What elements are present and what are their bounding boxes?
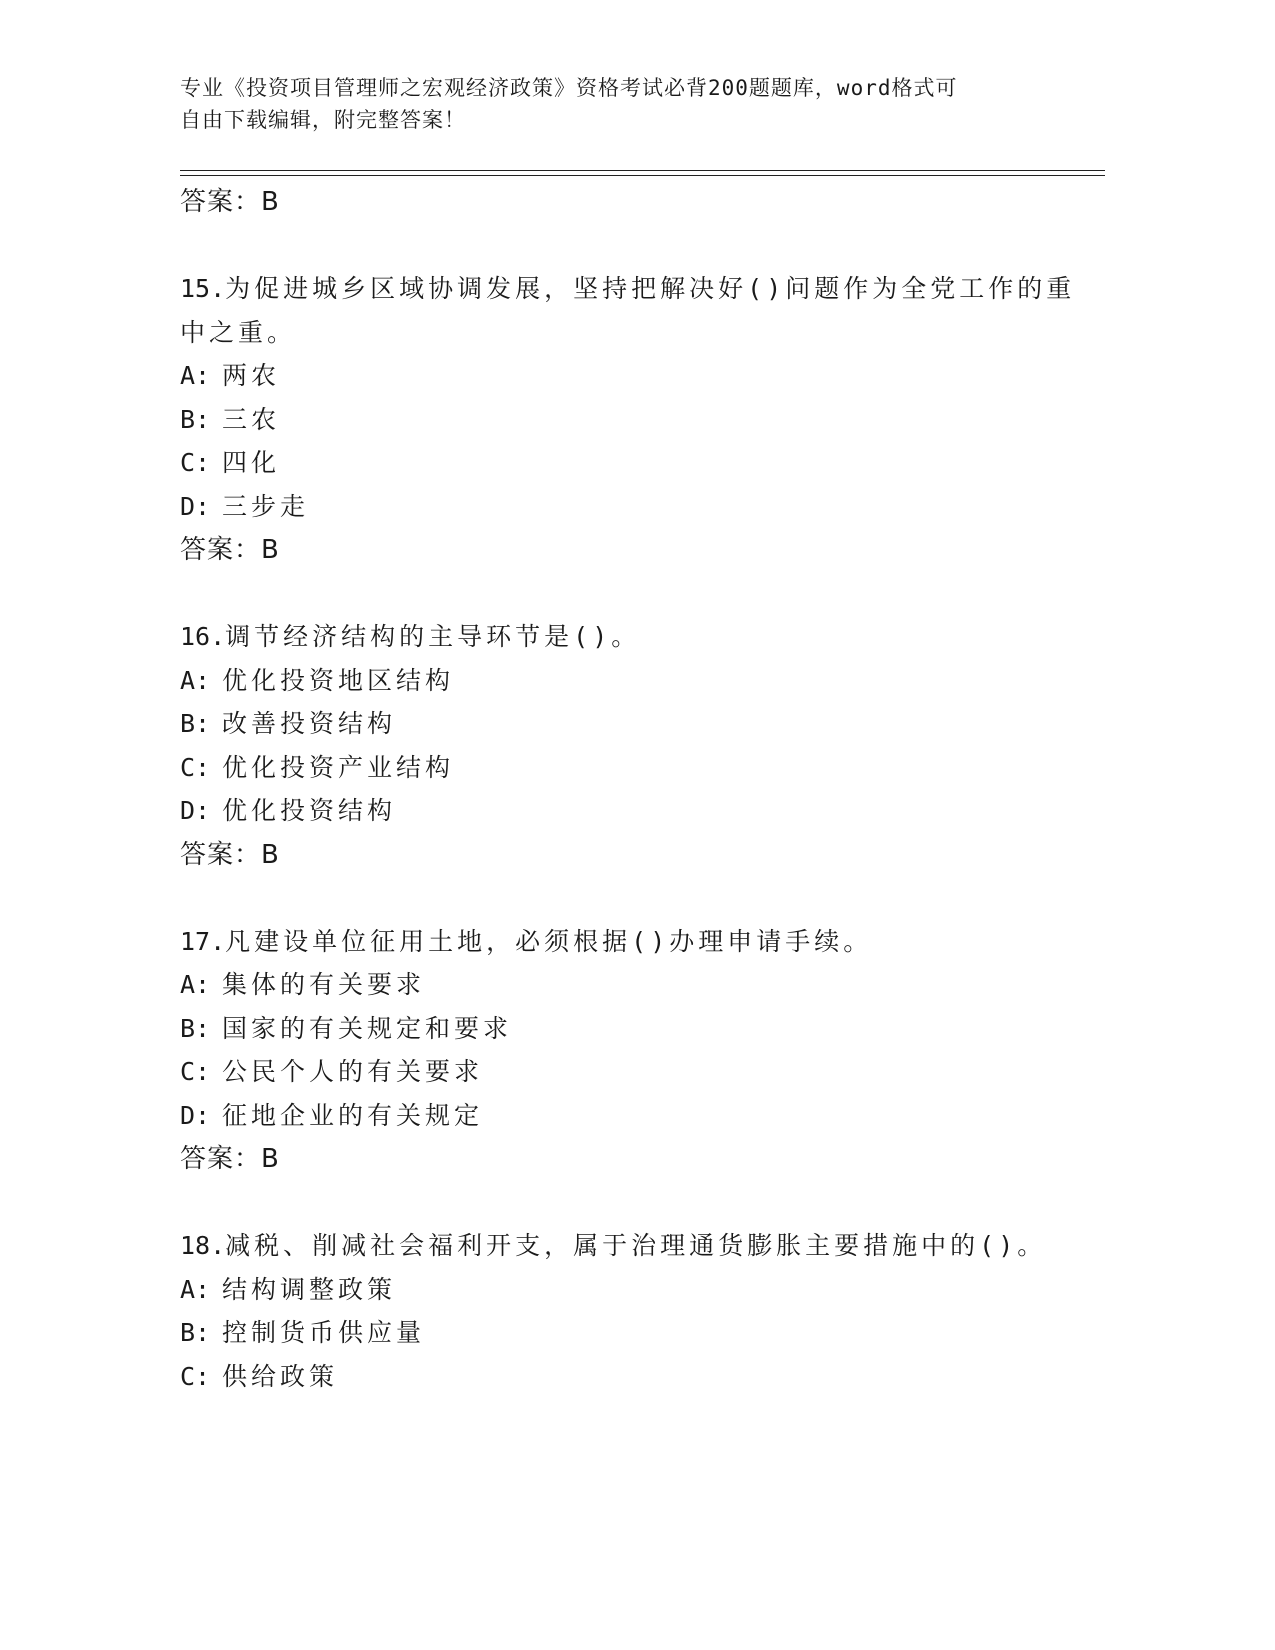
option-c [180, 746, 1080, 790]
question-number: 18. [180, 1231, 226, 1260]
option-key: C: [180, 1361, 211, 1391]
question-15 [180, 267, 1080, 572]
question-number: 15. [180, 274, 226, 303]
option-text: 公民个人的有关要求 [222, 1057, 484, 1086]
option-text: 三步走 [222, 491, 310, 521]
option-text: 改善投资结构 [222, 709, 397, 738]
question-number: 16. [180, 622, 226, 651]
option-key: D: [180, 796, 211, 825]
answer-line: 答案：B [180, 187, 280, 217]
answer-line: 答案：B [180, 1144, 280, 1174]
option-key: A: [180, 970, 211, 999]
option-key: A: [180, 361, 211, 390]
option-text: 集体的有关要求 [222, 970, 426, 999]
option-c [180, 1050, 1080, 1094]
option-a [180, 354, 1080, 398]
answer-line: 答案：B [180, 839, 280, 870]
option-b [180, 1311, 1080, 1355]
option-text: 四化 [222, 448, 281, 477]
option-d [180, 1094, 1080, 1138]
question-stem [180, 1224, 1080, 1268]
option-d [180, 789, 1080, 833]
answer-line: 答案：B [180, 535, 280, 565]
option-text: 控制货币供应量 [222, 1318, 426, 1347]
header-line-1: 专业《投资项目管理师之宏观经济政策》资格考试必背200题题库，word格式可 [180, 76, 958, 100]
option-text: 两农 [222, 361, 281, 390]
option-c [180, 441, 1080, 485]
option-a [180, 659, 1080, 703]
question-16 [180, 615, 1080, 877]
option-text: 优化投资产业结构 [222, 752, 455, 782]
option-text: 优化投资结构 [222, 796, 397, 825]
option-key: C: [180, 1057, 211, 1086]
question-17 [180, 920, 1080, 1182]
question-stem [180, 267, 1080, 354]
option-text: 优化投资地区结构 [222, 665, 455, 695]
option-text: 征地企业的有关规定 [222, 1100, 484, 1130]
option-key: B: [180, 1013, 211, 1043]
question-text-line-1: 减税、削减社会福利开支，属于治理通货膨胀主要措施中的()。 [225, 1231, 1047, 1260]
option-key: B: [180, 404, 211, 434]
option-key: A: [180, 665, 211, 695]
header-line-2: 自由下载编辑，附完整答案！ [180, 108, 466, 132]
question-stem [180, 920, 1080, 964]
header-divider-bottom [180, 175, 1105, 176]
option-c [180, 1355, 1080, 1399]
option-key: B: [180, 709, 211, 738]
option-key: C: [180, 752, 211, 782]
question-number: 17. [180, 926, 226, 956]
question-18 [180, 1224, 1080, 1398]
option-b [180, 702, 1080, 746]
option-text: 结构调整政策 [222, 1274, 397, 1304]
option-key: D: [180, 1100, 211, 1130]
question-text-line-1: 调节经济结构的主导环节是()。 [225, 622, 641, 651]
option-a [180, 1268, 1080, 1312]
option-text: 三农 [222, 404, 281, 434]
header-divider-top [180, 170, 1105, 171]
option-a [180, 963, 1080, 1007]
option-key: B: [180, 1318, 211, 1347]
document-header [180, 72, 1040, 136]
option-text: 国家的有关规定和要求 [222, 1013, 513, 1043]
option-text: 供给政策 [222, 1361, 339, 1391]
question-stem [180, 615, 1080, 659]
question-text-line-1: 凡建设单位征用土地，必须根据()办理申请手续。 [225, 926, 873, 956]
option-b [180, 1007, 1080, 1051]
question-text-line-1: 为促进城乡区域协调发展，坚持把解决好()问题作为全党工作的重 [225, 274, 1076, 303]
question-text-line-2: 中之重。 [180, 317, 297, 347]
option-key: D: [180, 491, 211, 521]
option-key: A: [180, 1274, 211, 1304]
option-key: C: [180, 448, 211, 477]
question-list [180, 180, 1080, 1398]
option-b [180, 398, 1080, 442]
option-d [180, 485, 1080, 529]
